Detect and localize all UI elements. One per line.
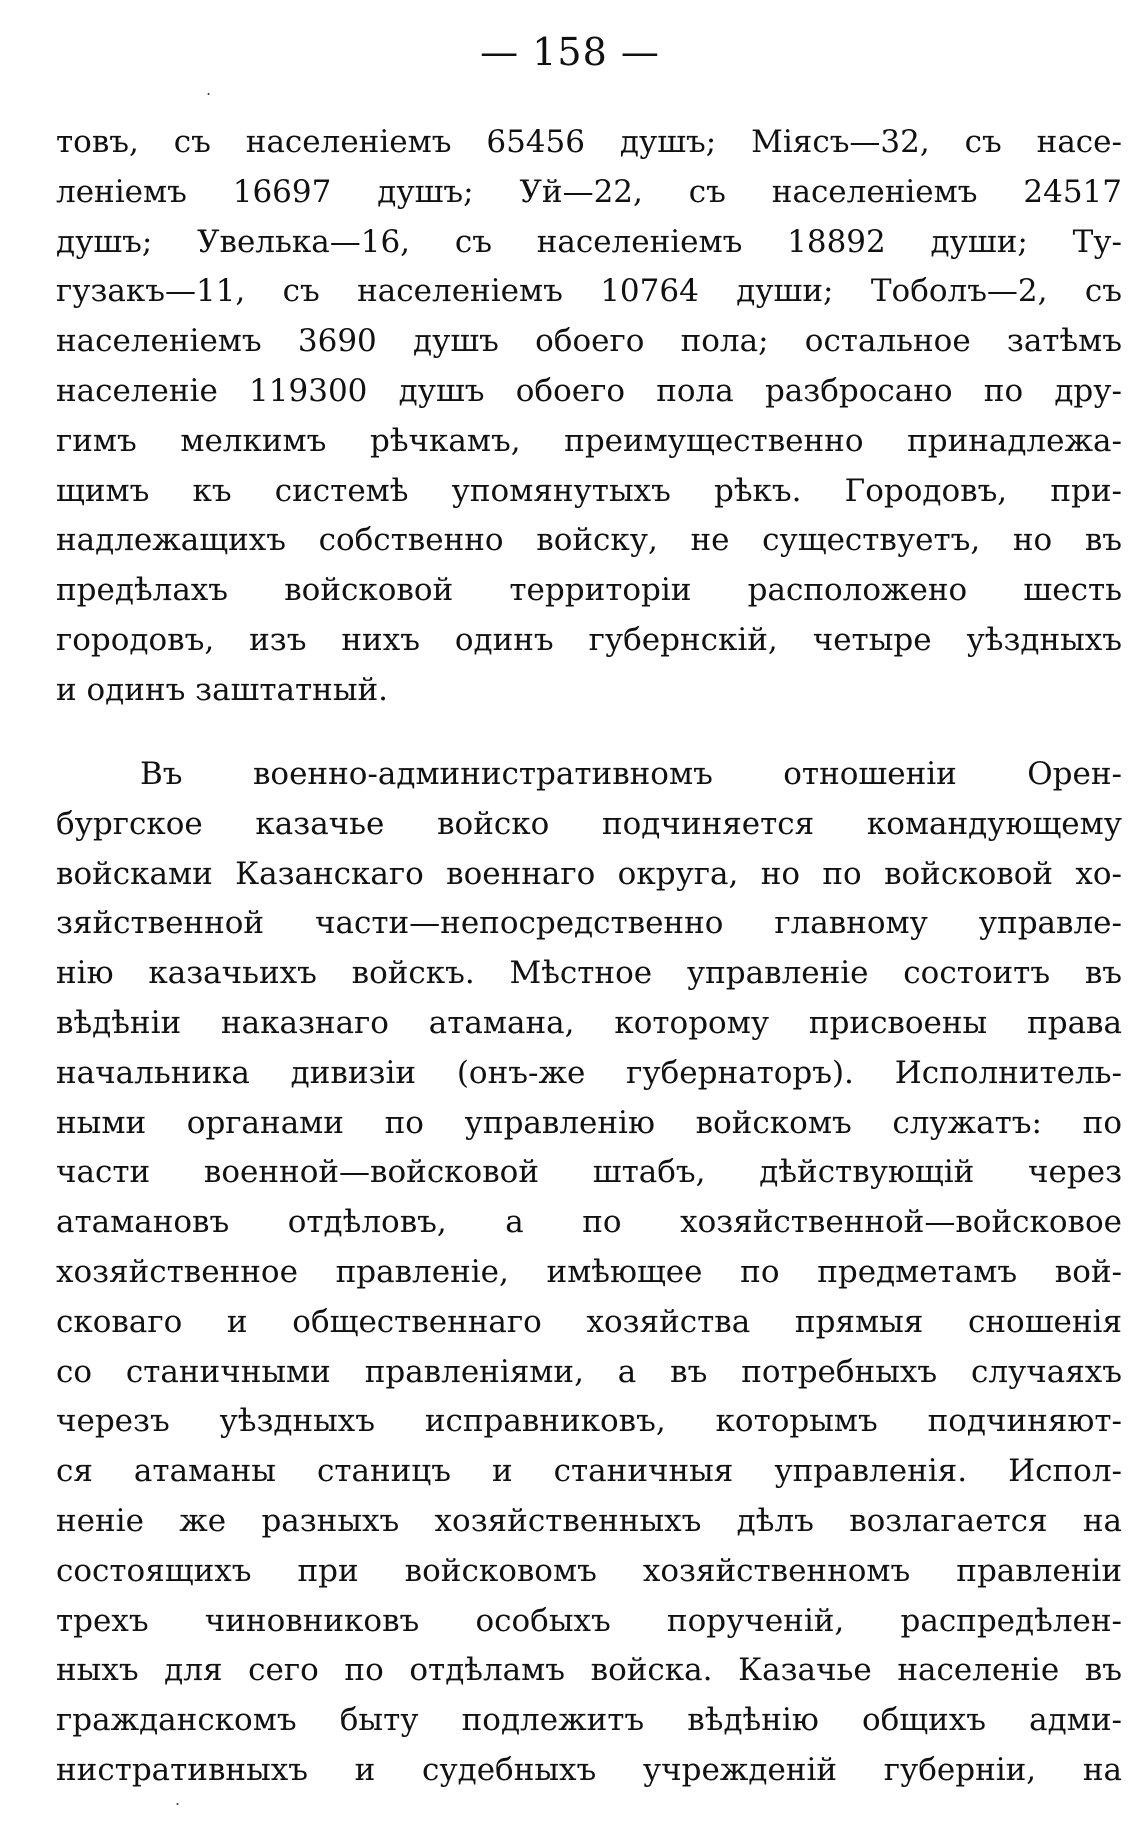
text-line: сковаго и общественнаго хозяйства прямыя сношенія [56, 1303, 1122, 1340]
text-line: ся атаманы станицъ и станичныя управленія. Испол- [56, 1453, 1122, 1490]
text-line: атамановъ отдѣловъ, а по хозяйственной—войсковое [56, 1204, 1122, 1241]
text-line: черезъ уѣздныхъ исправниковъ, которымъ подчиняют- [56, 1403, 1122, 1440]
text-line: леніемъ 16697 душъ; Уй—22, съ населеніемъ 24517 [56, 173, 1122, 210]
text-line: вѣдѣніи наказнаго атамана, которому присвоены права [56, 1004, 1122, 1041]
ink-speck: . [206, 80, 212, 99]
text-line: городовъ, изъ нихъ одинъ губернскій, четыре уѣздныхъ [56, 621, 1122, 658]
text-line: трехъ чиновниковъ особыхъ порученій, распредѣлен- [56, 1602, 1122, 1639]
page-number: — 158 — [480, 30, 660, 74]
text-line: и одинъ заштатный. [56, 671, 389, 708]
text-line: нію казачьихъ войскъ. Мѣстное управленіе состоитъ въ [56, 955, 1122, 992]
text-line: гражданскомъ быту подлежитъ вѣдѣнію общихъ адми- [56, 1702, 1122, 1739]
text-line: населеніемъ 3690 душъ обоего пола; остальное затѣмъ [56, 323, 1122, 360]
text-line: хозяйственное правленіе, имѣющее по предметамъ вой- [56, 1253, 1122, 1290]
text-line: состоящихъ при войсковомъ хозяйственномъ правленіи [56, 1552, 1122, 1589]
text-line: части военной—войсковой штабъ, дѣйствующій через [56, 1154, 1122, 1191]
text-line: неніе же разныхъ хозяйственныхъ дѣлъ возлагается на [56, 1502, 1122, 1539]
text-line: войсками Казанскаго военнаго округа, но по войсковой хо- [56, 855, 1122, 892]
text-line: нистративныхъ и судебныхъ учрежденій губерніи, на [56, 1751, 1122, 1788]
text-line: Въ военно-административномъ отношеніи Орен- [140, 756, 1122, 792]
text-line: начальника дивизіи (онъ-же губернаторъ). Исполнитель- [56, 1054, 1122, 1091]
ink-speck: . [175, 1790, 181, 1809]
text-line: предѣлахъ войсковой территоріи расположено шесть [56, 572, 1122, 609]
paragraph-2 [56, 750, 1122, 1796]
text-line: ными органами по управленію войскомъ служатъ: по [56, 1104, 1122, 1141]
text-line: товъ, съ населеніемъ 65456 душъ; Міясъ—32, съ насе- [56, 124, 1122, 160]
text-line: гимъ мелкимъ рѣчкамъ, преимущественно принадлежа- [56, 422, 1122, 459]
text-line: зяйственной части—непосредственно главному управле- [56, 905, 1122, 942]
text-line: щимъ къ системѣ упомянутыхъ рѣкъ. Городовъ, при- [56, 472, 1122, 509]
paragraph-1 [56, 118, 1122, 716]
text-line: населеніе 119300 душъ обоего пола разбросано по дру- [56, 372, 1122, 409]
text-line: надлежащихъ собственно войску, не существуетъ, но въ [56, 522, 1122, 559]
text-line: бургское казачье войско подчиняется командующему [56, 805, 1122, 842]
text-line: гузакъ—11, съ населеніемъ 10764 души; Тоболъ—2, съ [56, 273, 1122, 310]
text-line: душъ; Увелька—16, съ населеніемъ 18892 души; Ту- [56, 223, 1122, 260]
text-line: ныхъ для сего по отдѣламъ войска. Казачье населеніе въ [56, 1652, 1122, 1689]
text-line: со станичными правленіями, а въ потребныхъ случаяхъ [56, 1353, 1122, 1390]
